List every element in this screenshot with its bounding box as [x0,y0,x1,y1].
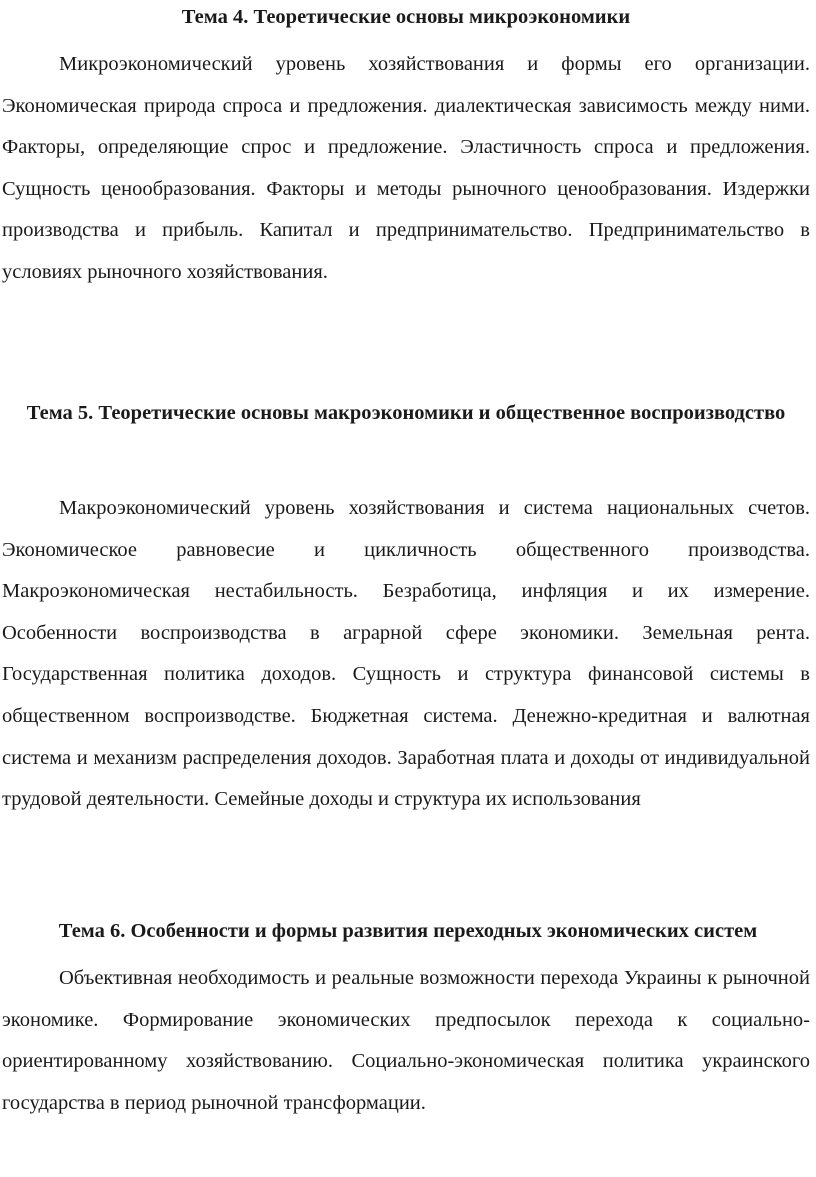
section-body-topic-4: Микроэкономический уровень хозяйствования и формы его организации. Экономическая природа спроса и предложения. диалектическая зависимость между ними. Факторы, определяющие спрос и предложение. Эластичность спроса и предложения. Сущность ценообразования. Факторы и методы рыночного ценообразования. Издержки производства и прибыль. Капитал и предпринимательство. Предпринимательство в условиях рыночного хозяйствования. [2,53,810,283]
section-body-topic-6: Объективная необходимость и реальные возможности перехода Украины к рыночной экономике. Формирование экономических предпосылок перехода к социально-ориентированному хозяйствованию. Социально-экономическая политика украинского государства в период рыночной трансформации. [2,967,810,1114]
section-title-topic-6: Тема 6. Особенности и формы развития переходных экономических систем [58,920,758,942]
section-title-topic-5: Тема 5. Теоретические основы макроэкономики и общественное воспроизводство [26,402,786,424]
section-body-topic-5: Макроэкономический уровень хозяйствования и система национальных счетов. Экономическое равновесие и цикличность общественного производства. Макроэкономическая нестабильность. Безработица, инфляция и их измерение. Особенности воспроизводства в аграрной сфере экономики. Земельная рента. Государственная политика доходов. Сущность и структура финансовой системы в общественном воспроизводстве. Бюджетная система. Денежно-кредитная и валютная система и механизм распределения доходов. Заработная плата и доходы от индивидуальной трудовой деятельности. Семейные доходы и структура их использования [2,497,810,811]
section-title-topic-4: Тема 4. Теоретические основы микроэкономики [181,6,631,28]
